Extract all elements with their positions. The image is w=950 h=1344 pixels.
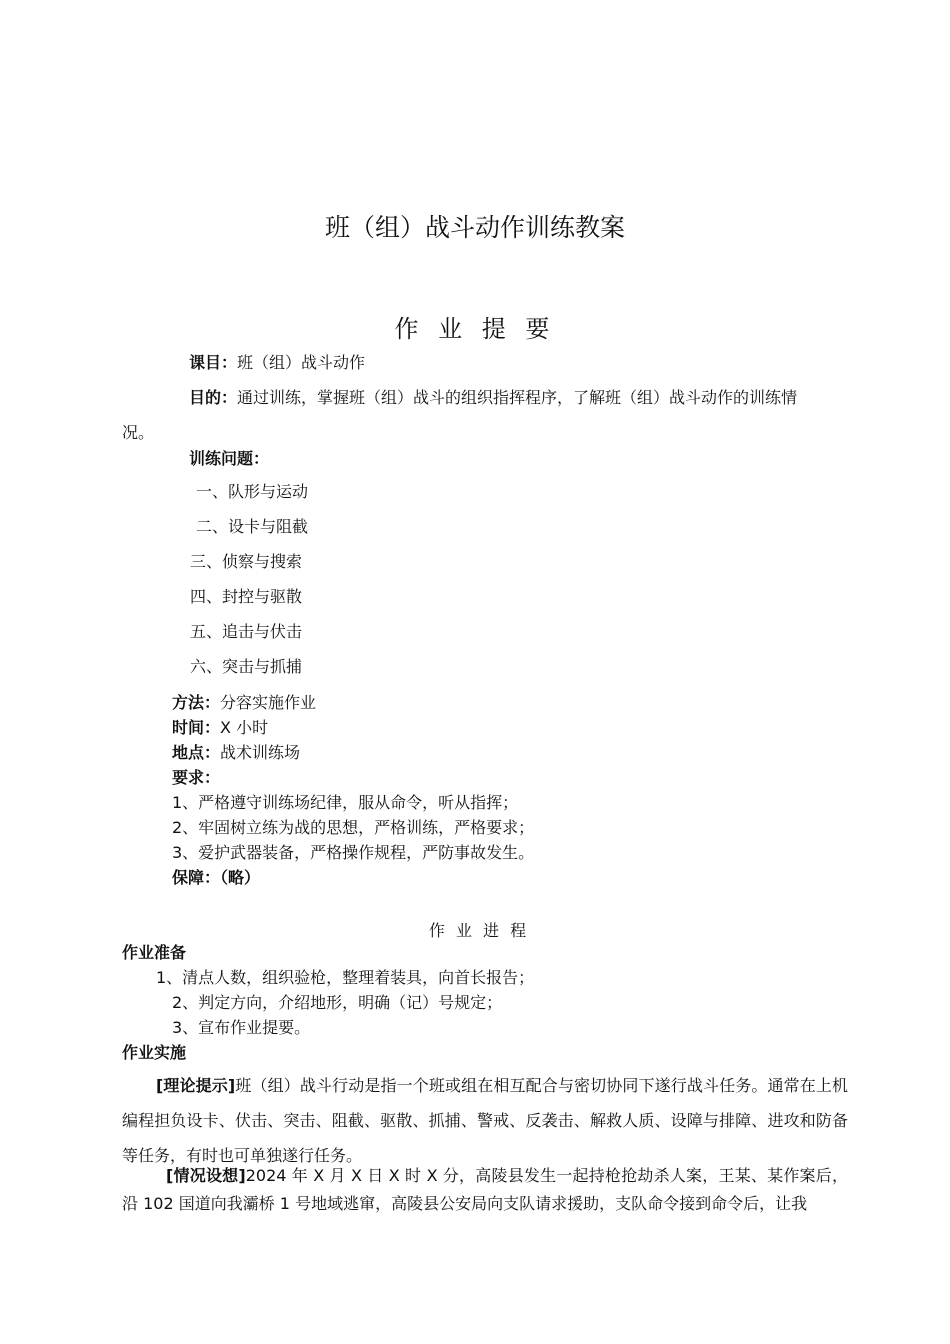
requirements-label: 要求： bbox=[172, 768, 221, 787]
prep-item: 1、清点人数，组织验枪，整理着装具，向首长报告； bbox=[156, 968, 535, 987]
scenario-label: [情况设想] bbox=[166, 1166, 246, 1185]
theory-label: [理论提示] bbox=[156, 1076, 236, 1095]
method-label: 方法： bbox=[172, 693, 221, 712]
place-value: 战术训练场 bbox=[220, 743, 301, 762]
questions-label: 训练问题： bbox=[189, 449, 270, 468]
prep-item: 3、宣布作业提要。 bbox=[172, 1018, 311, 1037]
theory-paragraph bbox=[122, 1068, 848, 1173]
prep-label: 作业准备 bbox=[122, 943, 187, 962]
impl-label: 作业实施 bbox=[122, 1043, 187, 1062]
course-label: 课目： bbox=[189, 353, 238, 372]
time-line bbox=[172, 718, 268, 738]
requirement-item: 3、爱护武器装备，严格操作规程，严防事故发生。 bbox=[172, 843, 535, 862]
summary-heading: 作 业 提 要 bbox=[394, 315, 556, 343]
goal-line bbox=[189, 388, 797, 408]
goal-value-continued: 况。 bbox=[122, 423, 155, 442]
place-line bbox=[172, 743, 300, 763]
question-item: 五、追击与伏击 bbox=[190, 622, 303, 641]
prep-item: 2、判定方向，介绍地形，明确（记）号规定； bbox=[172, 993, 503, 1012]
document-title: 班（组）战斗动作训练教案 bbox=[324, 213, 625, 242]
course-line bbox=[189, 353, 365, 373]
requirement-item: 2、牢固树立练为战的思想，严格训练，严格要求； bbox=[172, 818, 535, 837]
question-item: 一、队形与运动 bbox=[196, 482, 309, 501]
scenario-paragraph bbox=[122, 1162, 848, 1218]
scenario-text: 2024 年 X 月 X 日 X 时 X 分，高陵县发生一起持枪抢劫杀人案，王某、某作案后，沿 102 国道向我灞桥 1 号地域逃窜，高陵县公安局向支队请求援助，支队命令接到命令后，让我 bbox=[122, 1166, 848, 1213]
place-label: 地点： bbox=[172, 743, 221, 762]
support-label: 保障： bbox=[172, 868, 221, 887]
time-value: X 小时 bbox=[220, 718, 269, 737]
time-label: 时间： bbox=[172, 718, 221, 737]
goal-label: 目的： bbox=[189, 388, 238, 407]
support-value: （略） bbox=[220, 868, 261, 887]
question-item: 二、设卡与阻截 bbox=[196, 517, 309, 536]
theory-text: 班（组）战斗行动是指一个班或组在相互配合与密切协同下遂行战斗任务。通常在上机编程担负设卡、伏击、突击、阻截、驱散、抓捕、警戒、反袭击、解救人质、设障与排障、进攻和防备等任务，有时也可单独遂行任务。 bbox=[122, 1076, 848, 1165]
question-item: 三、侦察与搜索 bbox=[190, 552, 303, 571]
goal-value: 通过训练，掌握班（组）战斗的组织指挥程序，了解班（组）战斗动作的训练情 bbox=[237, 388, 798, 407]
question-item: 六、突击与抓捕 bbox=[190, 657, 303, 676]
method-value: 分容实施作业 bbox=[220, 693, 317, 712]
question-item: 四、封控与驱散 bbox=[190, 587, 303, 606]
support-line bbox=[172, 868, 260, 888]
process-heading: 作 业 进 程 bbox=[428, 921, 530, 940]
course-value: 班（组）战斗动作 bbox=[237, 353, 366, 372]
requirement-item: 1、严格遵守训练场纪律，服从命令，听从指挥； bbox=[172, 793, 519, 812]
method-line bbox=[172, 693, 316, 713]
